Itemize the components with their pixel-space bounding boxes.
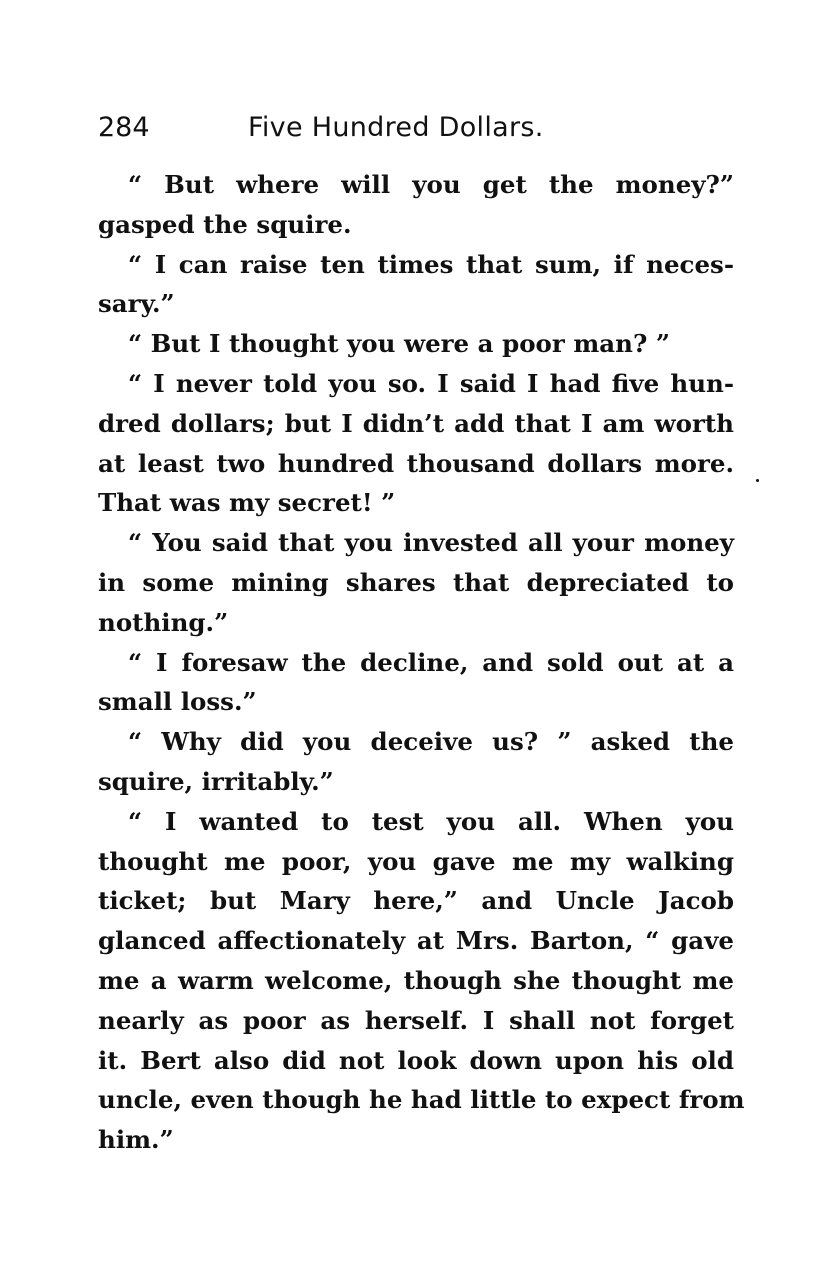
text-line: sary.” bbox=[98, 289, 175, 319]
text-line: glanced affectionately at Mrs. Barton, “ gave bbox=[98, 926, 734, 956]
text-line: “ I never told you so. I said I had five hun- bbox=[128, 368, 734, 398]
stray-mark bbox=[756, 479, 759, 482]
text-line: me a warm welcome, though she thought me bbox=[98, 965, 734, 995]
text-line: gasped the squire. bbox=[98, 209, 352, 239]
text-line: nearly as poor as herself. I shall not forget bbox=[98, 1005, 734, 1035]
page-number: 284 bbox=[98, 112, 150, 143]
text-line: “ But I thought you were a poor man? ” bbox=[128, 329, 670, 359]
running-title: Five Hundred Dollars. bbox=[248, 112, 544, 143]
text-line: at least two hundred thousand dollars more. bbox=[98, 448, 734, 478]
text-line: uncle, even though he had little to expect from bbox=[98, 1085, 745, 1115]
text-line: “ You said that you invested all your money bbox=[128, 528, 734, 558]
text-line: “ But where will you get the money?” bbox=[128, 170, 734, 199]
text-line: thought me poor, you gave me my walking bbox=[98, 846, 734, 876]
body-text bbox=[98, 165, 745, 1160]
text-line: “ Why did you deceive us? ” asked the bbox=[128, 727, 734, 757]
text-line: it. Bert also did not look down upon his old bbox=[98, 1045, 734, 1075]
text-line: “ I can raise ten times that sum, if neces- bbox=[128, 249, 734, 279]
text-line: squire, irritably.” bbox=[98, 766, 334, 796]
text-line: That was my secret! ” bbox=[98, 488, 396, 518]
text-line: small loss.” bbox=[98, 687, 257, 717]
text-line: nothing.” bbox=[98, 607, 229, 637]
text-line: “ I foresaw the decline, and sold out at a bbox=[128, 647, 734, 677]
running-head bbox=[98, 112, 738, 152]
text-line: in some mining shares that depreciated to bbox=[98, 567, 734, 597]
text-line: ticket; but Mary here,” and Uncle Jacob bbox=[98, 886, 734, 916]
text-line: dred dollars; but I didn’t add that I am worth bbox=[98, 408, 734, 438]
text-line: “ I wanted to test you all. When you bbox=[128, 806, 734, 836]
text-line: him.” bbox=[98, 1125, 174, 1155]
